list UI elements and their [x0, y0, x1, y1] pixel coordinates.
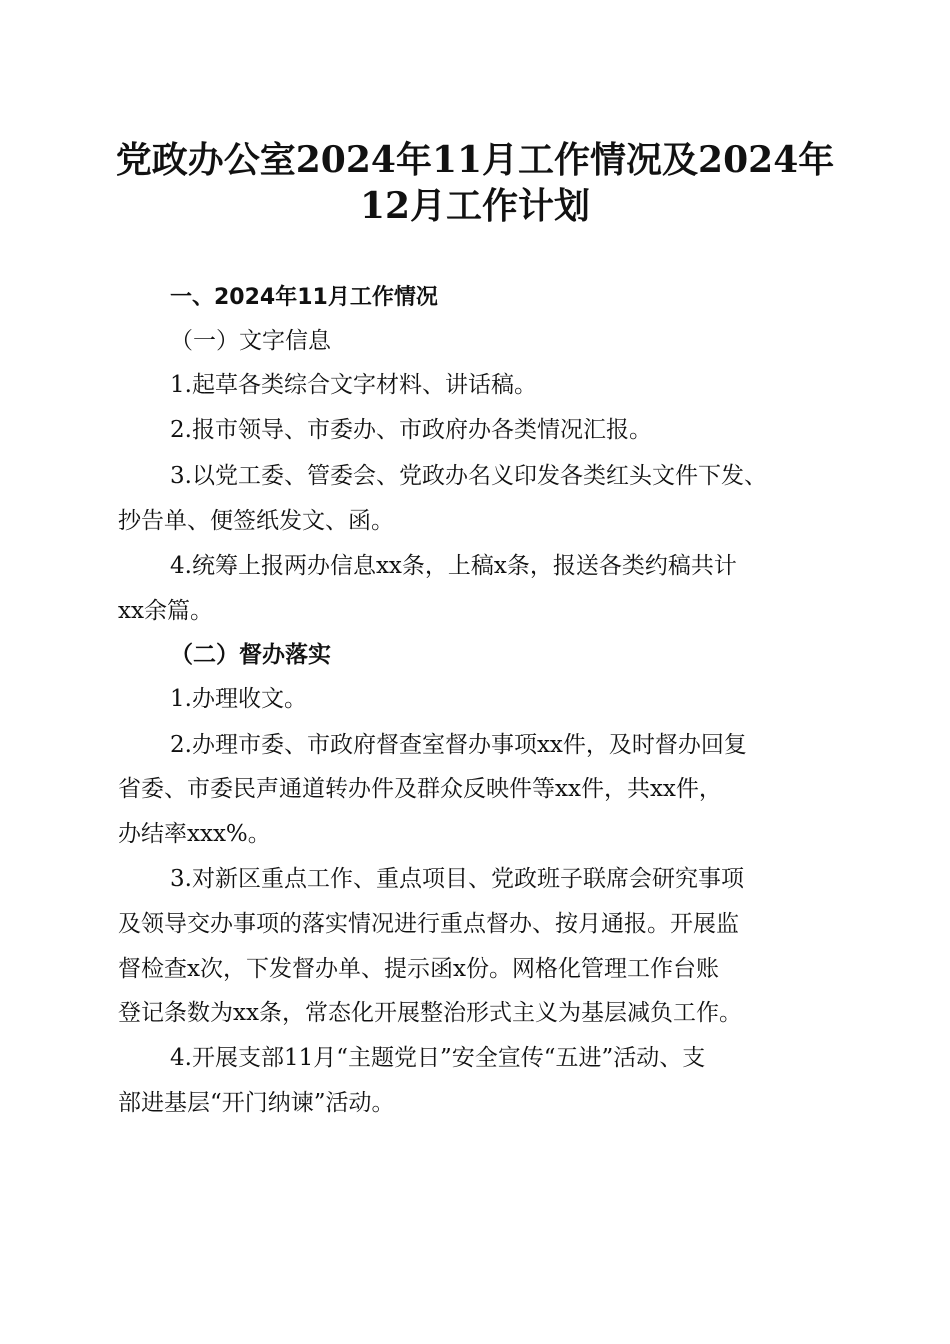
paragraph-line: 登记条数为xx条，常态化开展整治形式主义为基层减负工作。	[118, 1000, 742, 1026]
paragraph-line: 1.起草各类综合文字材料、讲话稿。	[170, 372, 537, 398]
paragraph-line: 抄告单、便签纸发文、函。	[118, 508, 394, 534]
paragraph-line: 4.开展支部11月“主题党日”安全宣传“五进”活动、支	[170, 1045, 706, 1071]
paragraph-line: 部进基层“开门纳谏”活动。	[118, 1090, 395, 1116]
paragraph-line: 4.统筹上报两办信息xx条，上稿x条，报送各类约稿共计	[170, 553, 737, 579]
document-title-line-2: 12月工作计划	[359, 185, 591, 227]
paragraph-line: 办结率xxx%。	[118, 821, 271, 847]
paragraph-line: 2.报市领导、市委办、市政府办各类情况汇报。	[170, 417, 652, 443]
paragraph-line: 2.办理市委、市政府督查室督办事项xx件，及时督办回复	[170, 732, 747, 758]
paragraph-line: 省委、市委民声通道转办件及群众反映件等xx件，共xx件，	[118, 776, 722, 802]
paragraph-line: 3.对新区重点工作、重点项目、党政班子联席会研究事项	[170, 866, 744, 892]
paragraph-line: 督检查x次，下发督办单、提示函x份。网格化管理工作台账	[118, 956, 719, 982]
paragraph-line: xx余篇。	[118, 598, 213, 624]
section-heading-november-work: 一、2024年11月工作情况	[170, 285, 438, 310]
paragraph-line: 及领导交办事项的落实情况进行重点督办、按月通报。开展监	[118, 911, 739, 937]
subsection-heading-text-info: （一）文字信息	[170, 328, 331, 354]
document-title-line-1: 党政办公室2024年11月工作情况及2024年	[115, 139, 835, 181]
subsection-heading-supervision: （二）督办落实	[170, 641, 331, 668]
paragraph-line: 1.办理收文。	[170, 686, 307, 712]
paragraph-line: 3.以党工委、管委会、党政办名义印发各类红头文件下发、	[170, 463, 767, 489]
